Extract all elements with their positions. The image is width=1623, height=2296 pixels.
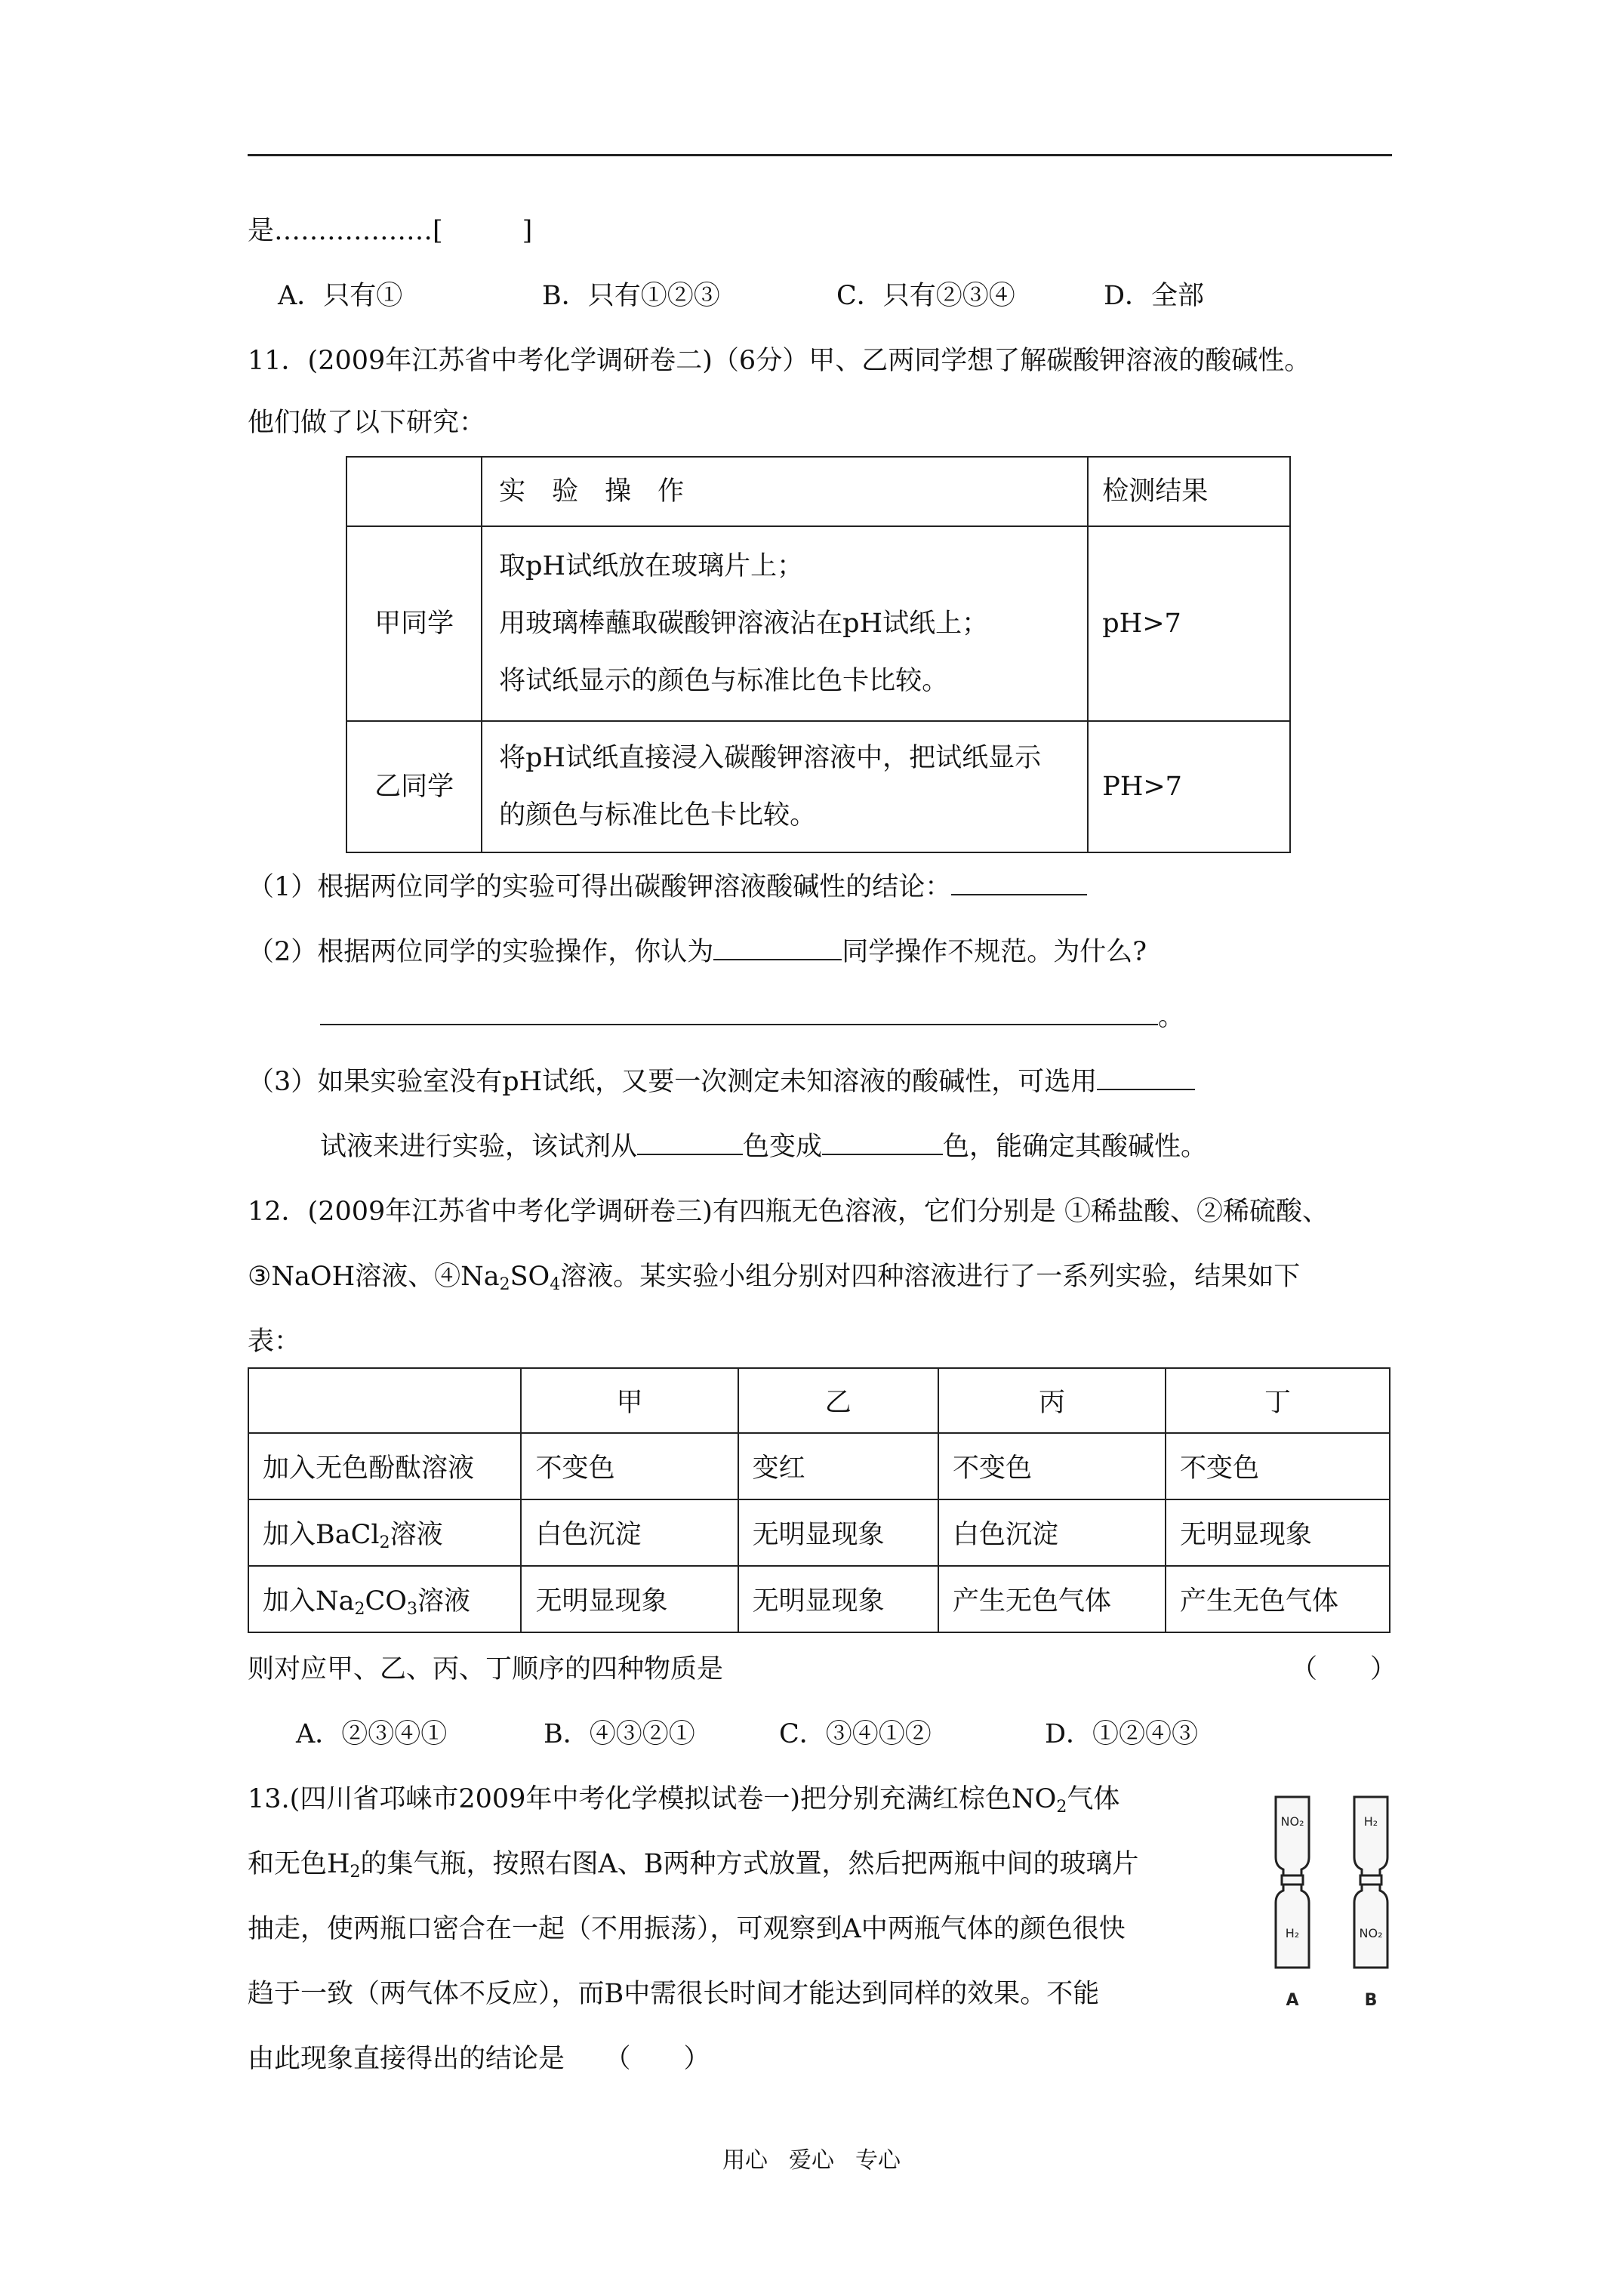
q11-sub-2-text-a: （2）根据两位同学的实验操作，你认为 [248, 937, 714, 967]
q13-line-3: 抽走，使两瓶口密合在一起（不用振荡），可观察到A中两瓶气体的颜色很快 [248, 1914, 1126, 1944]
q12-row2-yi: 无明显现象 [738, 1499, 938, 1566]
q12-row3-label-b: CO [365, 1586, 407, 1616]
q11-sub-3-text-b: 试液来进行实验，该试剂从 [320, 1132, 638, 1162]
q13-line-2-a: 和无色H [248, 1849, 350, 1879]
q13-line-1 [248, 1783, 1119, 1816]
q12-row1-bing: 不变色 [938, 1433, 1166, 1499]
q12-row3-label-sub-2: 3 [406, 1600, 417, 1619]
q11-sub-1 [248, 871, 1087, 904]
bottle-a-top [1276, 1797, 1309, 1875]
q10-stem: 是………………[ ] [248, 216, 533, 246]
q11-sub-2-period: 。 [1158, 1002, 1185, 1032]
q12-row3-label-a: 加入Na [263, 1586, 355, 1616]
q11-table [346, 456, 1291, 853]
q11-student-jia: 甲同学 [346, 526, 482, 721]
footer-word-2: 爱心 [789, 2147, 834, 2174]
q10-option-a: A．只有① [278, 281, 403, 311]
bottle-b-bottom-label: NO₂ [1359, 1926, 1383, 1940]
q12-row3-ding: 产生无色气体 [1166, 1566, 1390, 1632]
q11-sub-2-reason [320, 1000, 1184, 1034]
q11-op-yi-1: 将pH试纸直接浸入碳酸钾溶液中，把试纸显示 [499, 743, 1042, 773]
q12-row3-jia: 无明显现象 [521, 1566, 738, 1632]
q12-table [248, 1367, 1390, 1633]
q11-result-yi: PH>7 [1088, 721, 1290, 852]
bottle-b-neck-joint [1360, 1875, 1381, 1885]
q11-sub-2-reason-blank[interactable] [320, 1001, 1158, 1025]
q11-row-jia [346, 526, 1290, 721]
bottle-a-top-label: NO₂ [1280, 1814, 1304, 1829]
q13-line-2-sub: 2 [350, 1863, 361, 1881]
q12-header-yi: 乙 [738, 1368, 938, 1433]
q12-row1-jia: 不变色 [521, 1433, 738, 1499]
q12-row1-yi: 变红 [738, 1433, 938, 1499]
q12-row3-yi: 无明显现象 [738, 1566, 938, 1632]
q11-sub-3-blank-to[interactable] [822, 1131, 943, 1155]
q11-table-header-row [346, 457, 1290, 526]
q11-header-blank [346, 457, 482, 526]
q11-sub-2 [248, 935, 1147, 969]
q13-line-5: 由此现象直接得出的结论是 （ ） [248, 2044, 710, 2074]
q12-row-bacl2 [248, 1499, 1390, 1566]
q11-sub-3-text-d: 色，能确定其酸碱性。 [943, 1132, 1208, 1162]
q12-row2-ding: 无明显现象 [1166, 1499, 1390, 1566]
q11-line-2: 他们做了以下研究： [248, 408, 486, 438]
q12-table-header-row [248, 1368, 1390, 1433]
q11-header-result: 检测结果 [1088, 457, 1290, 526]
q12-line-2-sub-4: 4 [550, 1275, 561, 1294]
figure-label-a: A [1286, 1991, 1299, 2010]
q13-line-2-b: 的集气瓶，按照右图A、B两种方式放置，然后把两瓶中间的玻璃片 [360, 1849, 1139, 1879]
q12-header-bing: 丙 [938, 1368, 1166, 1433]
figure-label-b: B [1364, 1991, 1378, 2010]
q12-row1-label: 加入无色酚酞溶液 [248, 1433, 521, 1499]
q13-line-1-b: 气体 [1067, 1784, 1120, 1814]
q12-option-c: C．③④①② [779, 1719, 932, 1749]
q11-op-jia-3: 将试纸显示的颜色与标准比色卡比较。 [499, 666, 949, 696]
q12-line-2-a: ③NaOH溶液、④Na [248, 1262, 500, 1292]
q12-row3-label [248, 1566, 521, 1632]
q12-row2-label [248, 1499, 521, 1566]
q12-row2-label-b: 溶液 [390, 1520, 443, 1550]
q12-row1-ding: 不变色 [1166, 1433, 1390, 1499]
q11-sub-1-blank[interactable] [951, 871, 1087, 895]
q12-row3-bing: 产生无色气体 [938, 1566, 1166, 1632]
q11-ops-yi [482, 721, 1088, 852]
q11-op-yi-2: 的颜色与标准比色卡比较。 [499, 800, 817, 831]
footer-word-1: 用心 [722, 2147, 768, 2174]
q13-line-2 [248, 1848, 1139, 1881]
q12-row2-bing: 白色沉淀 [938, 1499, 1166, 1566]
q10-option-d: D．全部 [1104, 281, 1205, 311]
q12-option-d: D．①②④③ [1045, 1719, 1199, 1749]
q12-row-na2co3 [248, 1566, 1390, 1632]
q11-sub-3-blank-indicator[interactable] [1097, 1066, 1195, 1090]
q12-row2-jia: 白色沉淀 [521, 1499, 738, 1566]
q12-row2-label-sub: 2 [379, 1533, 390, 1552]
q12-header-ding: 丁 [1166, 1368, 1390, 1433]
q11-sub-3-text-a: （3）如果实验室没有pH试纸，又要一次测定未知溶液的酸碱性，可选用 [248, 1067, 1098, 1097]
q11-ops-jia [482, 526, 1088, 721]
header-rule [248, 154, 1392, 156]
q10-option-c: C．只有②③④ [836, 281, 1015, 311]
q10-option-b: B．只有①②③ [542, 281, 720, 311]
q13-line-1-a: 13.(四川省邛崃市2009年中考化学模拟试卷一)把分别充满红棕色NO [248, 1784, 1057, 1814]
q11-sub-3-blank-from[interactable] [637, 1131, 743, 1155]
q11-sub-1-text: （1）根据两位同学的实验可得出碳酸钾溶液酸碱性的结论： [248, 872, 952, 902]
q12-line-2-sub-2: 2 [499, 1275, 510, 1294]
bottle-a-bottom-label: H₂ [1285, 1926, 1300, 1940]
q11-student-yi: 乙同学 [346, 721, 482, 852]
q13-line-4: 趋于一致（两气体不反应），而B中需很长时间才能达到同样的效果。不能 [248, 1979, 1100, 2009]
q12-header-blank [248, 1368, 521, 1433]
q12-answer-paren: （ ） [1291, 1654, 1397, 1684]
q12-row2-label-a: 加入BaCl [263, 1520, 380, 1550]
q11-row-yi [346, 721, 1290, 852]
q12-option-b: B．④③②① [544, 1719, 695, 1749]
q11-header-operation: 实 验 操 作 [482, 457, 1088, 526]
q12-row3-label-c: 溶液 [417, 1586, 470, 1616]
gas-bottles-figure [1259, 1786, 1410, 2016]
q11-result-jia: pH>7 [1088, 526, 1290, 721]
footer-word-3: 专心 [855, 2147, 901, 2174]
q11-line-1: 11．(2009年江苏省中考化学调研卷二)（6分）甲、乙两同学想了解碳酸钾溶液的酸碱性。 [248, 346, 1311, 376]
q11-op-jia-2: 用玻璃棒蘸取碳酸钾溶液沾在pH试纸上； [499, 609, 989, 639]
q12-line-2 [248, 1260, 1300, 1293]
q12-option-a: A．②③④① [296, 1719, 448, 1749]
q13-line-1-sub: 2 [1056, 1798, 1067, 1817]
q11-sub-3-line-1 [248, 1065, 1195, 1099]
bottle-b-top-label: H₂ [1363, 1814, 1378, 1829]
q11-sub-3-line-2 [320, 1130, 1207, 1163]
q12-question: 则对应甲、乙、丙、丁顺序的四种物质是 [248, 1654, 724, 1684]
q12-line-1: 12．(2009年江苏省中考化学调研卷三)有四瓶无色溶液，它们分别是 ①稀盐酸、②稀硫酸、 [248, 1197, 1329, 1227]
q11-op-jia-1: 取pH试纸放在玻璃片上； [499, 551, 804, 581]
q12-row3-label-sub-1: 2 [354, 1600, 365, 1619]
q12-line-2-c: 溶液。某实验小组分别对四种溶液进行了一系列实验，结果如下 [560, 1262, 1301, 1292]
bottle-b-top [1354, 1797, 1387, 1875]
bottle-a-neck-joint [1282, 1875, 1303, 1885]
q12-line-2-b: SO [510, 1262, 550, 1292]
q11-sub-3-text-c: 色变成 [743, 1132, 823, 1162]
q12-row-phenolphthalein [248, 1433, 1390, 1499]
q11-sub-2-blank[interactable] [713, 936, 842, 960]
q11-sub-2-text-b: 同学操作不规范。为什么? [842, 937, 1147, 967]
page-footer [0, 2141, 1623, 2174]
q12-header-jia: 甲 [521, 1368, 738, 1433]
q12-line-3: 表： [248, 1327, 301, 1357]
